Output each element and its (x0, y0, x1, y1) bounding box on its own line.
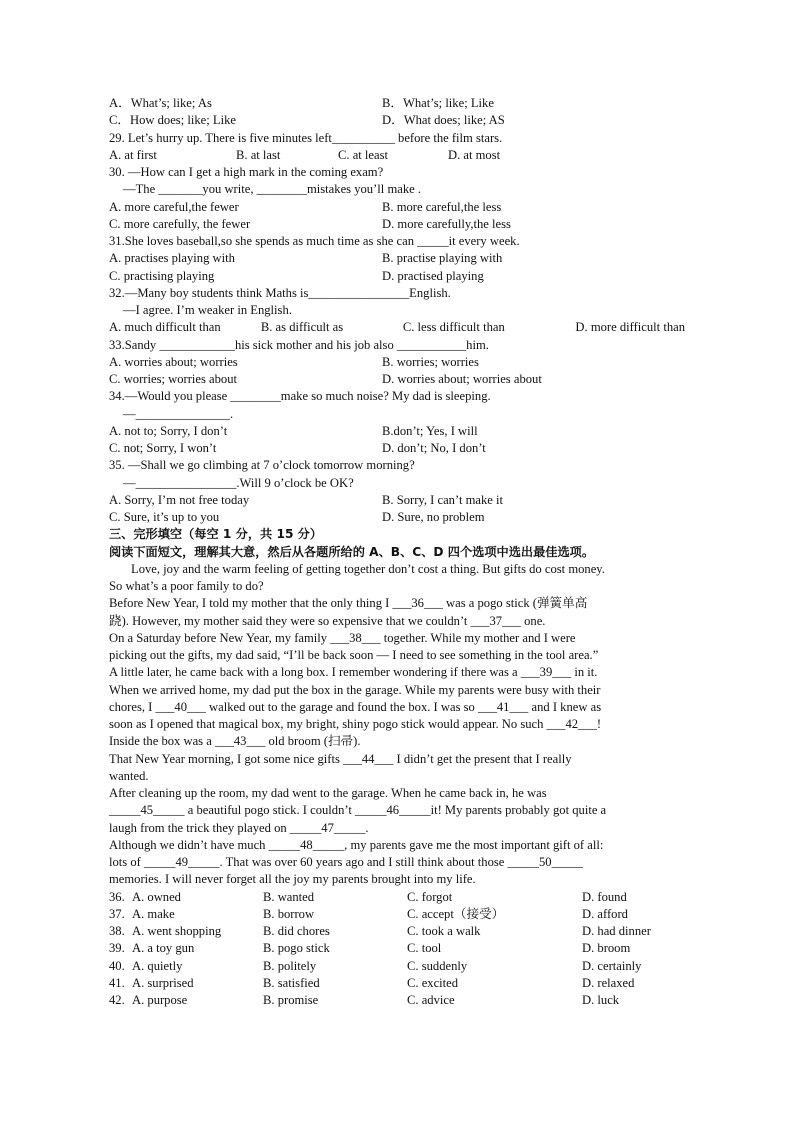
passage-line: Inside the box was a ___43___ old broom (扫帚). (109, 734, 361, 749)
option-d: D．What does; like; AS (382, 113, 505, 128)
question-32: 32.—Many boy students think Maths is________________English. (109, 285, 451, 300)
question-number: 38. (109, 924, 125, 938)
option-d: D. practised playing (382, 268, 484, 283)
option-a: A. Sorry, I’m not free today (109, 492, 250, 507)
option-b: B. more careful,the less (382, 199, 502, 214)
option-b: B. borrow (263, 906, 315, 921)
q34-options-row-2 (109, 440, 685, 457)
question-33: 33.Sandy ____________his sick mother and his job also ___________him. (109, 337, 489, 352)
question-number: 36. (109, 889, 125, 904)
option-c: C. excited (407, 975, 459, 990)
answer-row-40 (109, 958, 685, 975)
answer-row-37 (109, 906, 685, 923)
option-d: D. broom (582, 941, 631, 956)
option-a: A. quietly (132, 958, 183, 973)
option-b: B．What’s; like; Like (382, 96, 494, 110)
option-c: C. practising playing (109, 268, 215, 283)
passage-line: _____45_____ a beautiful pogo stick. I couldn’t _____46_____it! My parents probably got quite a (109, 803, 607, 818)
option-b: B. Sorry, I can’t make it (382, 492, 504, 507)
option-d: D. certainly (582, 958, 642, 973)
option-c: C. advice (407, 993, 455, 1007)
passage-line: Although we didn’t have much _____48_____, my parents gave me the most important gift of all: (109, 837, 604, 852)
option-b: B. worries; worries (382, 354, 479, 369)
passage-line: soon as I opened that magical box, my bright, shiny pogo stick would appear. No such ___42___! (109, 717, 602, 731)
option-d: D. had dinner (582, 924, 651, 938)
exam-page (109, 95, 685, 1009)
answer-row-41 (109, 975, 685, 992)
option-a: A. much difficult than (109, 320, 221, 335)
question-34-reply: —_______________. (123, 406, 234, 421)
option-a: A．What’s; like; As (109, 96, 212, 110)
passage-line: So what’s a poor family to do? (109, 579, 264, 593)
passage-line: After cleaning up the room, my dad went to the garage. When he came back in, he was (109, 786, 547, 800)
option-d: D. relaxed (582, 975, 635, 990)
section-instruction: 阅读下面短文，理解其大意，然后从各题所给的 A、B、C、D 四个选项中选出最佳选项。 (109, 544, 595, 559)
option-c: C. forgot (407, 889, 453, 904)
option-a: A. surprised (132, 975, 194, 990)
option-d: D. found (582, 889, 627, 904)
passage-line: chores, I ___40___ walked out to the garage and found the box. I was so ___41___ and I knew as (109, 699, 602, 714)
answer-row-39 (109, 940, 685, 957)
option-d: D. at most (448, 147, 501, 162)
passage-line: When we arrived home, my dad put the box in the garage. While my parents were busy with their (109, 682, 601, 697)
question-number: 40. (109, 958, 125, 973)
option-d: D. afford (582, 906, 628, 921)
q34-options-row-1 (109, 423, 685, 440)
option-b: B. as difficult as (260, 320, 344, 335)
option-a: A. at first (109, 147, 157, 162)
passage-line: Love, joy and the warm feeling of getting together don’t cost a thing. But gifts do cost money. (131, 561, 605, 576)
q29-options (109, 147, 685, 164)
q35-options-row-2 (109, 509, 685, 526)
section-title: 三、完形填空（每空 1 分，共 15 分） (109, 527, 323, 542)
question-number: 41. (109, 975, 125, 990)
q30-options-row-1 (109, 199, 685, 216)
option-b: B. did chores (263, 924, 330, 938)
option-a: A. owned (132, 889, 181, 904)
option-c: C. suddenly (407, 958, 468, 973)
passage-line: A little later, he came back with a long box. I remember wondering if there was a ___39___ in it. (109, 665, 598, 680)
passage-line: picking out the gifts, my dad said, “I’ll be back soon — I need to see something in the tool area.” (109, 648, 599, 662)
question-30: 30. —How can I get a high mark in the coming exam? (109, 165, 384, 179)
option-c: C. less difficult than (402, 320, 505, 335)
option-b: B. satisfied (263, 975, 320, 990)
question-number: 37. (109, 906, 125, 921)
q33-options-row-2 (109, 371, 685, 388)
question-35-reply: —________________.Will 9 o’clock be OK? (123, 475, 354, 490)
option-c: C. not; Sorry, I won’t (109, 441, 217, 455)
option-a: A. make (132, 906, 175, 921)
option-c: C. at least (338, 147, 389, 162)
passage-line: 跷). However, my mother said they were so expensive that we couldn’t ___37___ one. (109, 613, 546, 628)
answer-row-42 (109, 992, 685, 1009)
option-b: B. politely (263, 958, 317, 973)
option-a: A. a toy gun (132, 941, 195, 956)
option-b: B. at last (236, 147, 281, 162)
answer-row-36 (109, 889, 685, 906)
option-c: C. tool (407, 941, 442, 956)
passage-line: laugh from the trick they played on _____47_____. (109, 820, 369, 835)
passage-line: memories. I will never forget all the joy my parents brought into my life. (109, 872, 476, 887)
q31-options-row-2 (109, 268, 685, 285)
option-b: B. pogo stick (263, 941, 330, 956)
option-a: A. went shopping (132, 924, 222, 938)
q33-options-row-1 (109, 354, 685, 371)
option-c: C. accept（接受） (407, 906, 505, 921)
q31-options-row-1 (109, 250, 685, 267)
option-c: C. more carefully, the fewer (109, 216, 251, 231)
answer-row-38 (109, 923, 685, 940)
q32-options (109, 319, 685, 336)
q30-options-row-2 (109, 216, 685, 233)
question-29: 29. Let’s hurry up. There is five minutes left__________ before the film stars. (109, 130, 503, 145)
question-number: 39. (109, 941, 125, 956)
question-35: 35. —Shall we go climbing at 7 o’clock tomorrow morning? (109, 458, 415, 473)
q28-options-row-2 (109, 112, 685, 129)
option-d: D. more difficult than (575, 320, 686, 335)
option-c: C. worries; worries about (109, 372, 238, 386)
option-a: A. worries about; worries (109, 354, 238, 369)
question-number: 42. (109, 993, 125, 1007)
passage-line: That New Year morning, I got some nice gifts ___44___ I didn’t get the present that I really (109, 751, 572, 766)
option-d: D. luck (582, 993, 620, 1007)
question-30-reply: —The _______you write, ________mistakes you’ll make . (123, 182, 422, 197)
question-34: 34.—Would you please ________make so much noise? My dad is sleeping. (109, 389, 491, 404)
option-c: C．How does; like; Like (109, 113, 236, 128)
option-d: D. Sure, no problem (382, 510, 485, 524)
option-d: D. don’t; No, I don’t (382, 441, 486, 455)
option-a: A. purpose (132, 993, 188, 1007)
option-b: B. wanted (263, 889, 315, 904)
option-b: B. practise playing with (382, 251, 503, 266)
option-d: D. worries about; worries about (382, 372, 542, 386)
option-a: A. not to; Sorry, I don’t (109, 423, 228, 438)
question-31: 31.She loves baseball,so she spends as much time as she can _____it every week. (109, 234, 520, 248)
passage-line: lots of _____49_____. That was over 60 years ago and I still think about those _____50_____ (109, 855, 584, 869)
q28-options-row-1 (109, 95, 685, 112)
passage-line: wanted. (109, 768, 149, 783)
option-d: D. more carefully,the less (382, 216, 511, 231)
option-b: B. promise (263, 993, 319, 1007)
option-b: B.don’t; Yes, I will (382, 423, 478, 438)
passage-line: Before New Year, I told my mother that the only thing I ___36___ was a pogo stick (弹簧单高 (109, 596, 588, 611)
option-a: A. practises playing with (109, 251, 235, 266)
passage-line: On a Saturday before New Year, my family ___38___ together. While my mother and I were (109, 630, 576, 645)
question-32-reply: —I agree. I’m weaker in English. (123, 303, 292, 317)
option-c: C. took a walk (407, 924, 481, 938)
option-a: A. more careful,the fewer (109, 199, 239, 214)
option-c: C. Sure, it’s up to you (109, 510, 220, 524)
q35-options-row-1 (109, 492, 685, 509)
